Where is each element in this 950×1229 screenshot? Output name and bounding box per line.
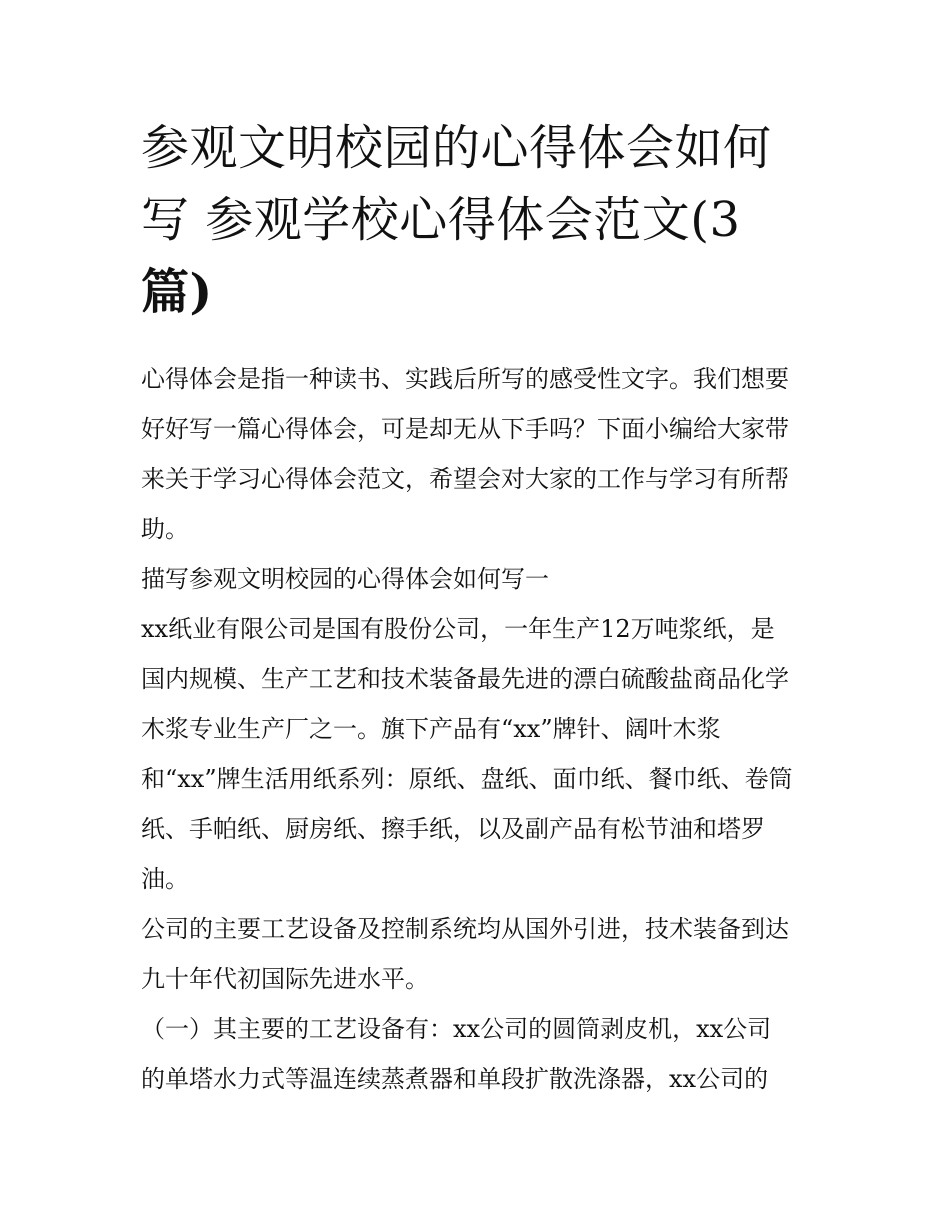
text-line: 纸、手帕纸、厨房纸、擦手纸，以及副产品有松节油和塔罗 [141, 815, 765, 843]
text-line: 木浆专业生产厂之一。旗下产品有“xx”牌针、阔叶木浆 [141, 715, 721, 743]
text-line: 的单塔水力式等温连续蒸煮器和单段扩散洗涤器，xx公司的 [141, 1065, 769, 1093]
text-line: 和“xx”牌生活用纸系列：原纸、盘纸、面巾纸、餐巾纸、卷筒 [141, 765, 793, 793]
equipment-list-paragraph [141, 1004, 813, 1104]
document-content [141, 112, 813, 1104]
equipment-paragraph [141, 904, 813, 1004]
title-line: 参观文明校园的心得体会如何 [141, 120, 772, 176]
title-line: 篇) [141, 264, 213, 320]
text-line: 油。 [141, 865, 189, 893]
text-line: 国内规模、生产工艺和技术装备最先进的漂白硫酸盐商品化学 [141, 665, 789, 693]
title-line: 写 参观学校心得体会范文(3 [141, 192, 741, 248]
text-line: 心得体会是指一种读书、实践后所写的感受性文字。我们想要 [141, 365, 789, 393]
text-line: 公司的主要工艺设备及控制系统均从国外引进，技术装备到达 [141, 915, 789, 943]
document-title [141, 112, 813, 328]
text-line: 好好写一篇心得体会，可是却无从下手吗？下面小编给大家带 [141, 415, 789, 443]
text-line: （一）其主要的工艺设备有：xx公司的圆筒剥皮机，xx公司 [141, 1015, 772, 1043]
company-paragraph [141, 604, 813, 904]
text-line: 来关于学习心得体会范文，希望会对大家的工作与学习有所帮 [141, 465, 789, 493]
text-line: 九十年代初国际先进水平。 [141, 965, 429, 993]
text-line: 助。 [141, 515, 189, 543]
text-line: xx纸业有限公司是国有股份公司，一年生产12万吨浆纸，是 [141, 615, 775, 643]
document-body [141, 354, 813, 1104]
section-heading [141, 554, 813, 604]
text-line: 描写参观文明校园的心得体会如何写一 [141, 565, 549, 593]
intro-paragraph [141, 354, 813, 554]
